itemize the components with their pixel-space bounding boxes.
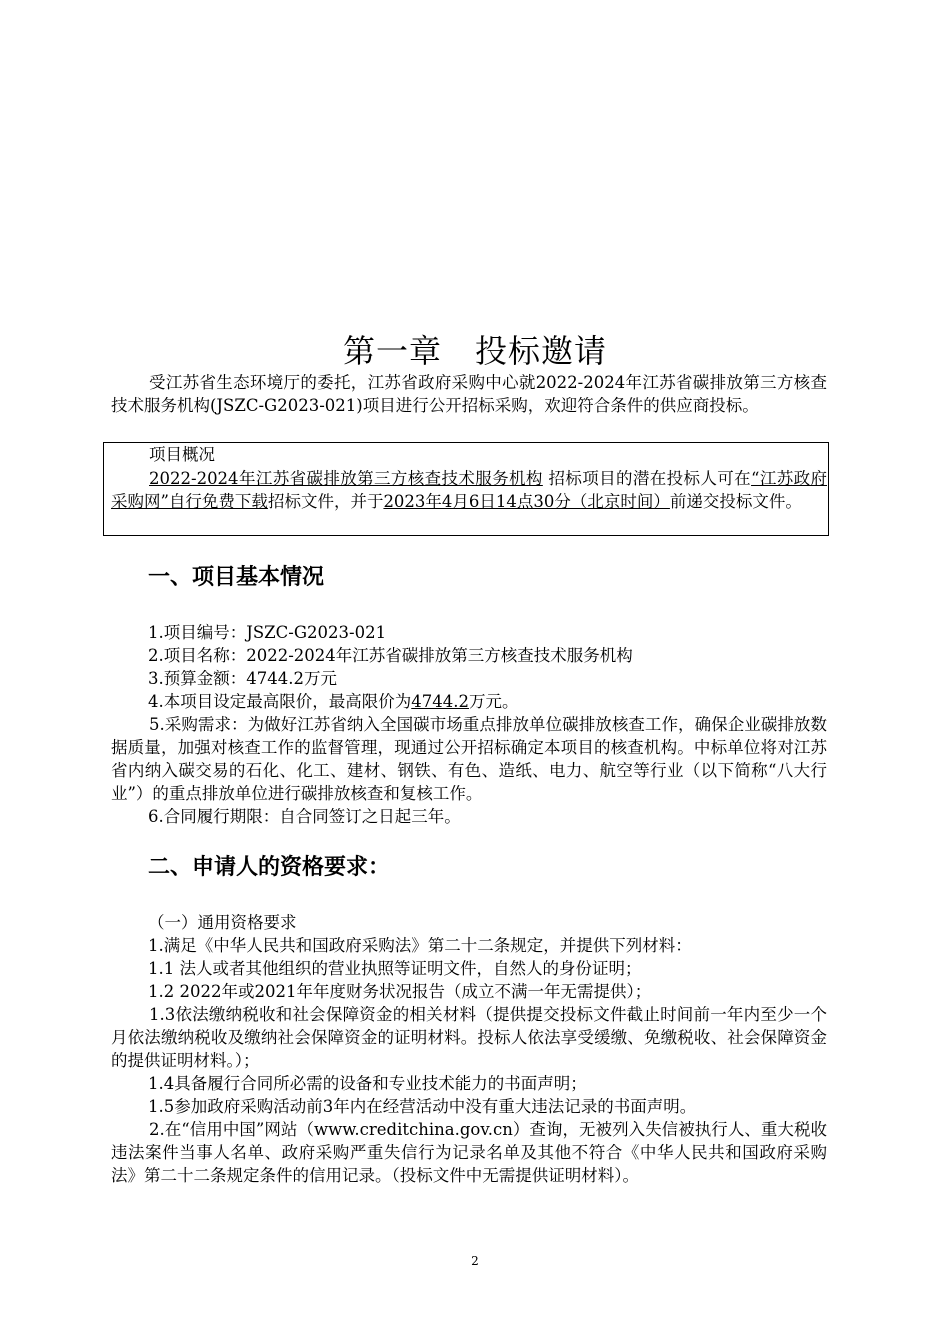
- item-budget: 3.预算金额：4744.2万元: [148, 669, 337, 688]
- item-project-name: 2.项目名称：2022-2024年江苏省碳排放第三方核查技术服务机构: [148, 646, 633, 665]
- item-contract-period: 6.合同履行期限：自合同签订之日起三年。: [148, 807, 461, 826]
- requirement-1-1: 1.1 法人或者其他组织的营业执照等证明文件，自然人的身份证明；: [148, 959, 642, 978]
- requirement-1-5: 1.5参加政府采购活动前3年内在经营活动中没有重大违法记录的书面声明。: [148, 1097, 697, 1116]
- item-project-number: 1.项目编号：JSZC-G2023-021: [148, 623, 387, 642]
- section-heading-qualifications: 二、申请人的资格要求：: [148, 855, 391, 880]
- item-procurement-demand: 5.采购需求：为做好江苏省纳入全国碳市场重点排放单位碳排放核查工作，确保企业碳排放数据质量，加强对核查工作的监督管理，现通过公开招标确定本项目的核查机构。中标单位将对江苏省内纳入碳交易的石化、化工、建材、钢铁、有色、造纸、电力、航空等行业（以下简称“八大行业”）的重点排放单位进行碳排放核查和复核工作。: [111, 715, 827, 803]
- section-heading-basic-info: 一、项目基本情况: [148, 565, 325, 590]
- max-price-value: 4744.2: [411, 692, 469, 711]
- page-number: 2: [471, 1254, 479, 1268]
- requirement-1-4: 1.4具备履行合同所必需的设备和专业技术能力的书面声明；: [148, 1074, 587, 1093]
- overview-deadline: 2023年4月6日14点30分（北京时间）: [383, 492, 670, 511]
- overview-paragraph: 2022-2024年江苏省碳排放第三方核查技术服务机构 招标项目的潜在投标人可在“江苏政府采购网”自行免费下载招标文件，并于2023年4月6日14点30分（北京时间）前递交投标文件。: [111, 469, 828, 511]
- chapter-title: 第一章 投标邀请: [342, 332, 607, 370]
- general-requirements-label: （一）通用资格要求: [148, 913, 297, 932]
- requirement-2: 2.在“信用中国”网站（www.creditchina.gov.cn）查询，无被列入失信被执行人、重大税收违法案件当事人名单、政府采购严重失信行为记录名单及其他不符合《中华人民共和国政府采购法》第二十二条规定条件的信用记录。（投标文件中无需提供证明材料）。: [111, 1120, 827, 1185]
- overview-download-source: “江苏政府采购网”自行免费下载: [111, 469, 828, 511]
- overview-label: 项目概况: [149, 445, 215, 464]
- requirement-1-2: 1.2 2022年或2021年年度财务状况报告（成立不满一年无需提供）；: [148, 982, 652, 1001]
- requirement-1-3: 1.3依法缴纳税收和社会保障资金的相关材料（提供提交投标文件截止时间前一年内至少一个月依法缴纳税收及缴纳社会保障资金的证明材料。投标人依法享受缓缴、免缴税收、社会保障资金的提供证明材料。）；: [111, 1005, 827, 1070]
- item-max-price: 4.本项目设定最高限价，最高限价为4744.2万元。: [148, 692, 519, 711]
- requirement-1: 1.满足《中华人民共和国政府采购法》第二十二条规定，并提供下列材料：: [148, 936, 692, 955]
- overview-project-name: 2022-2024年江苏省碳排放第三方核查技术服务机构: [149, 469, 543, 488]
- intro-paragraph: 受江苏省生态环境厅的委托，江苏省政府采购中心就2022-2024年江苏省碳排放第三方核查技术服务机构(JSZC-G2023-021)项目进行公开招标采购，欢迎符合条件的供应商投标。: [111, 373, 827, 415]
